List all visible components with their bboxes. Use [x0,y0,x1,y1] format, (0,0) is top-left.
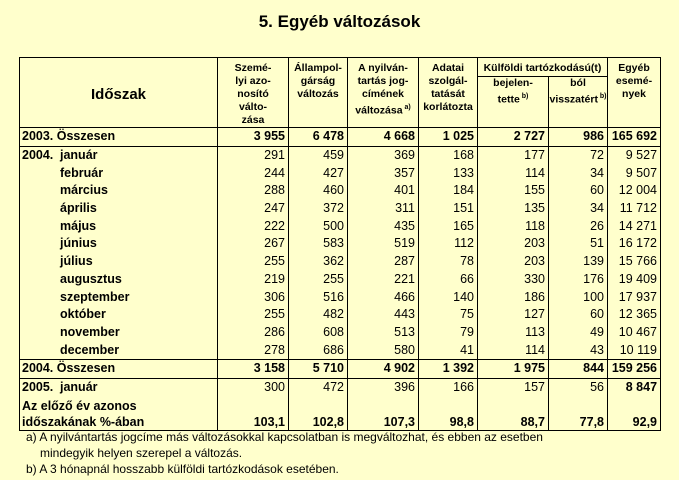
table-cell: 88,7 [478,396,549,431]
row-month: október [60,307,106,322]
header-data-restriction-line: szolgál- [428,75,468,87]
table-cell: 427 [289,164,348,182]
table-cell: 435 [348,217,419,235]
header-returned-line: ból [570,77,586,89]
table-cell: 114 [478,341,549,359]
row-month: január [60,148,98,163]
row-month: február [60,165,104,180]
table-cell: 401 [348,182,419,200]
table-cell: 79 [419,324,478,342]
table-cell: 66 [419,271,478,289]
table-cell: 139 [549,253,608,271]
table-cell: 357 [348,164,419,182]
table-cell: 75 [419,306,478,324]
row-year: 2004. [22,148,54,163]
table-cell: 516 [289,288,348,306]
header-data-restriction-line: Adatai [431,62,465,74]
table-cell: 4 668 [348,128,419,147]
table-cell: 92,9 [608,396,661,431]
row-month: május [60,218,97,233]
footnote-a-line1: a) A nyilvántartás jogcíme más változásokkal kapcsolatban is megváltozhat, és ebben az esetben [26,430,543,444]
table-cell: 77,8 [549,396,608,431]
table-cell: 159 256 [608,359,661,378]
table-cell: 165 [419,217,478,235]
table-cell: 157 [478,378,549,396]
table-cell: 9 507 [608,164,661,182]
changes-table [19,57,661,431]
table-cell: 14 271 [608,217,661,235]
table-cell: 168 [419,146,478,164]
table-cell: 102,8 [289,396,348,431]
table-cell: 247 [218,200,289,218]
table-row [20,235,661,253]
row-label [20,146,218,164]
row-label [20,200,218,218]
header-other-events-line: Egyéb [618,62,650,74]
row-label [20,341,218,359]
table-cell: 362 [289,253,348,271]
table-cell: 608 [289,324,348,342]
table-cell: 466 [348,288,419,306]
row-month: szeptember [60,289,130,304]
table-row [20,306,661,324]
table-cell: 300 [218,378,289,396]
table-cell: 5 710 [289,359,348,378]
table-cell: 113 [478,324,549,342]
table-cell: 6 478 [289,128,348,147]
table-cell: 2 727 [478,128,549,147]
table-cell: 72 [549,146,608,164]
table-cell: 844 [549,359,608,378]
table-row [20,253,661,271]
header-returned-footnote-mark: b) [597,93,607,100]
table-cell: 1 025 [419,128,478,147]
row-month: december [60,342,120,357]
row-month: április [60,201,97,216]
table-cell: 16 172 [608,235,661,253]
table-cell: 133 [419,164,478,182]
table-cell: 10 467 [608,324,661,342]
header-period: Időszak [90,86,147,103]
header-returned [549,77,608,128]
table-row [20,146,661,164]
table-cell: 98,8 [419,396,478,431]
table-row [20,324,661,342]
row-label [20,271,218,289]
table-cell: 482 [289,306,348,324]
table-cell: 34 [549,164,608,182]
table-cell: 8 847 [608,378,661,396]
header-reported-abroad [478,77,549,128]
table-cell: 9 527 [608,146,661,164]
table-cell: 291 [218,146,289,164]
table-row [20,271,661,289]
table-row [20,341,661,359]
table-row [20,182,661,200]
table-cell: 166 [419,378,478,396]
row-month: június [60,236,97,251]
header-citizenship-line: Állampol- [294,62,342,74]
table-cell: 186 [478,288,549,306]
percent-label-line1: Az előző év azonos [22,399,137,414]
header-id-change-line: nosító [237,88,269,100]
header-data-restriction [419,58,478,128]
row-year: 2005. [22,379,54,394]
table-cell: 10 119 [608,341,661,359]
table-cell: 3 158 [218,359,289,378]
table-cell: 177 [478,146,549,164]
table-cell: 60 [549,306,608,324]
table-cell: 176 [549,271,608,289]
header-reported-abroad-footnote-mark: b) [519,93,529,100]
table-row [20,128,661,147]
table-cell: 372 [289,200,348,218]
table-row [20,164,661,182]
header-registration-title [348,58,419,128]
row-label [20,235,218,253]
row-label [20,306,218,324]
table-cell: 219 [218,271,289,289]
row-label [20,182,218,200]
row-label [20,164,218,182]
table-cell: 472 [289,378,348,396]
table-cell: 140 [419,288,478,306]
table-cell: 500 [289,217,348,235]
table-cell: 11 712 [608,200,661,218]
table-cell: 118 [478,217,549,235]
row-label [20,378,218,396]
header-abroad-group: Külföldi tartózkodású(t) [478,58,608,77]
table-cell: 459 [289,146,348,164]
row-label [20,217,218,235]
table-cell: 12 365 [608,306,661,324]
table-cell: 49 [549,324,608,342]
row-month: március [60,183,108,198]
table-cell: 221 [348,271,419,289]
table-row [20,359,661,378]
table-cell: 1 392 [419,359,478,378]
row-month: január [60,379,98,394]
row-label [20,324,218,342]
table-row-percent [20,396,661,431]
table-cell: 165 692 [608,128,661,147]
table-row [20,200,661,218]
footnote-b: b) A 3 hónapnál hosszabb külföldi tartózkodások esetében. [26,462,339,476]
table-cell: 460 [289,182,348,200]
row-label: 2004. Összesen [20,359,218,378]
table-cell: 34 [549,200,608,218]
table-cell: 26 [549,217,608,235]
table-cell: 127 [478,306,549,324]
table-cell: 51 [549,235,608,253]
table-cell: 311 [348,200,419,218]
header-id-change-line: lyi azo- [235,75,271,87]
table-cell: 278 [218,341,289,359]
table-cell: 4 902 [348,359,419,378]
table-cell: 43 [549,341,608,359]
table-cell: 103,1 [218,396,289,431]
footnotes [26,429,626,477]
header-registration-title-line: tartás jog- [357,75,409,87]
table-cell: 513 [348,324,419,342]
table-cell: 686 [289,341,348,359]
table-cell: 583 [289,235,348,253]
header-citizenship-line: változás [297,88,339,100]
header-data-restriction-line: korlátozta [423,101,473,113]
table-cell: 288 [218,182,289,200]
table-cell: 184 [419,182,478,200]
header-other-events-line: esemé- [615,75,653,87]
header-returned-line: visszatért [549,93,598,106]
row-month: augusztus [60,271,122,286]
table-cell: 3 955 [218,128,289,147]
table-cell: 244 [218,164,289,182]
header-id-change [218,58,289,128]
table-cell: 255 [218,253,289,271]
table-cell: 17 937 [608,288,661,306]
percent-label-line2: időszakának %-ában [22,415,145,430]
table-cell: 56 [549,378,608,396]
table-cell: 151 [419,200,478,218]
header-reported-abroad-line: tette [497,93,520,106]
header-other-events [608,58,661,128]
row-label [20,288,218,306]
table-cell: 203 [478,253,549,271]
header-other-events-line: nyek [622,88,646,100]
table-cell: 255 [289,271,348,289]
table-cell: 1 975 [478,359,549,378]
header-data-restriction-line: tatását [431,88,465,100]
header-citizenship [289,58,348,128]
row-label [20,253,218,271]
row-month: november [60,324,120,339]
table-cell: 255 [218,306,289,324]
table-cell: 114 [478,164,549,182]
header-registration-title-line: változása [355,104,403,117]
table-cell: 78 [419,253,478,271]
header-id-change-line: zása [241,114,265,126]
table-cell: 107,3 [348,396,419,431]
table-cell: 286 [218,324,289,342]
table-cell: 306 [218,288,289,306]
header-id-change-line: Szemé- [234,62,272,74]
table-cell: 203 [478,235,549,253]
table-cell: 155 [478,182,549,200]
row-label [20,396,218,431]
header-registration-title-line: A nyilván- [358,62,408,74]
table-cell: 41 [419,341,478,359]
table-cell: 112 [419,235,478,253]
table-cell: 19 409 [608,271,661,289]
table-cell: 369 [348,146,419,164]
table-cell: 443 [348,306,419,324]
table-cell: 396 [348,378,419,396]
table-row [20,288,661,306]
table-row [20,217,661,235]
table-cell: 15 766 [608,253,661,271]
table-cell: 580 [348,341,419,359]
table-cell: 12 004 [608,182,661,200]
table-cell: 267 [218,235,289,253]
table-cell: 222 [218,217,289,235]
header-registration-title-line: címének [361,88,405,100]
header-id-change-line: válto- [238,101,267,113]
footnote-a-line2: mindegyik helyen szerepel a változás. [40,446,243,460]
table-cell: 986 [549,128,608,147]
header-registration-title-footnote-mark: a) [402,104,411,111]
page-title: 5. Egyéb változások [258,12,421,31]
table-cell: 60 [549,182,608,200]
header-reported-abroad-line: bejelen- [493,77,533,89]
table-cell: 330 [478,271,549,289]
header-citizenship-line: gárság [300,75,336,87]
table-cell: 135 [478,200,549,218]
table-cell: 287 [348,253,419,271]
row-label: 2003. Összesen [20,128,218,147]
table-row [20,378,661,396]
table-cell: 100 [549,288,608,306]
row-month: július [60,254,93,269]
table-cell: 519 [348,235,419,253]
